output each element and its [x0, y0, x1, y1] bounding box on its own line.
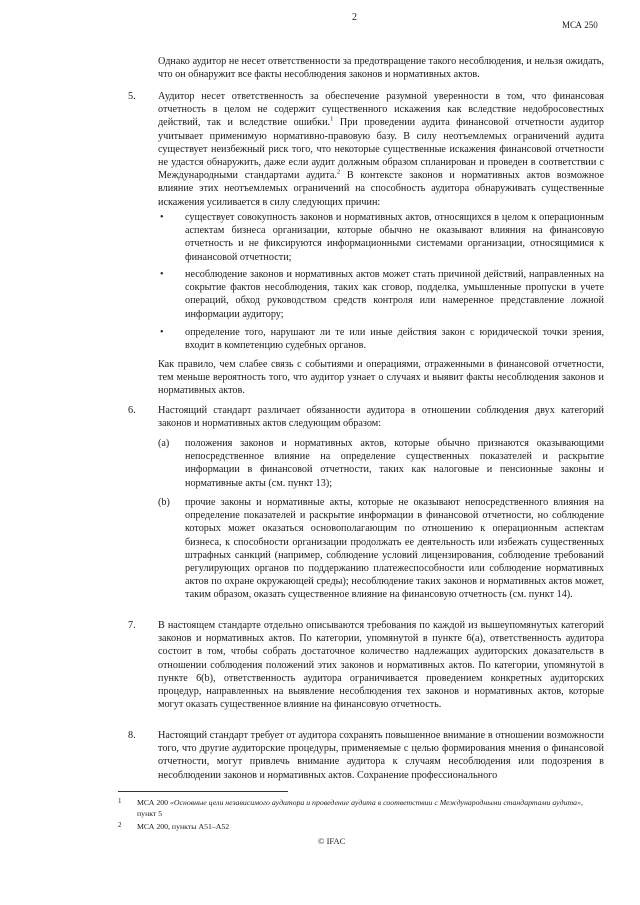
- paragraph-5: [158, 90, 604, 209]
- paragraph-number-8: 8.: [128, 730, 136, 741]
- footnote-1-ref: МСА 200: [137, 798, 170, 807]
- footnote-1: [137, 797, 597, 819]
- footnote-1-title: «Основные цели независимого аудитора и проведение аудита в соответствии с Международными стандартами аудита»: [169, 798, 581, 807]
- list-label-a: (a): [158, 438, 170, 449]
- page-number: 2: [352, 12, 357, 23]
- paragraph-7: В настоящем стандарте отдельно описываются требования по каждой из вышеупомянутых категорий законов и нормативных актов. По категории, упомянутой в пункте 6(a), ответственность аудитора состоит в том, чтобы собрать достаточное количество надлежащих аудиторских доказательств в отношении соблюдения положений этих законов и нормативных актов. По категории, упомянутой в пункте 6(b), ответственность аудитора ограничивается проведением конкретных аудиторских процедур, направленных на выявление несоблюдения тех законов и нормативных актов, которые могут оказать существенное влияние на финансовую отчетность.: [158, 620, 604, 711]
- list-label-b: (b): [158, 497, 170, 508]
- list-item-a: положения законов и нормативных актов, которые обычно признаются оказывающими непосредственное влияние на определение существенных показателей и раскрытие информации в финансовой отчетности, таких как налоговые и пенсионные законы и нормативные акты (см. пункт 13);: [185, 438, 604, 489]
- bullet-item: несоблюдение законов и нормативных актов может стать причиной действий, направленных на сокрытие фактов несоблюдения, таких как сговор, подделка, умышленные пропуски в учете операций, обход руководством средств контроля или намеренное представление ложной информации аудитору;: [185, 269, 604, 320]
- paragraph-number-5: 5.: [128, 91, 136, 102]
- bullet-icon: •: [160, 327, 164, 338]
- bullet-icon: •: [160, 269, 164, 280]
- footnote-2: МСА 200, пункты A51–A52: [137, 822, 230, 831]
- paragraph-5-text-b: При проведении аудита финансовой отчетности аудитор учитывает применимую нормативно-правовую базу. В силу неотъемлемых ограничений аудита существует неизбежный риск того, что некоторые существенные искажения финансовой отчетности не удастся обнаружить, даже если аудит должным образом спланирован и проведен в соответствии с Международными стандартами аудита.: [158, 117, 604, 182]
- bullet-item: существует совокупность законов и нормативных актов, относящихся в целом к операционным аспектам бизнеса организации, которые обычно не оказывают влияния на финансовую отчетность и не фиксируются информационными системами организации, относящимися к финансовой отчетности;: [185, 212, 604, 263]
- intro-paragraph: Однако аудитор не несет ответственности за предотвращение такого несоблюдения, и нельзя ожидать, что он обнаружит все факты несоблюдения законов и нормативных актов.: [158, 56, 604, 81]
- paragraph-5-text-c: В контексте законов и нормативных актов возможное влияние этих неотъемлемых ограничений на способность аудитора обнаруживать существенные искажения усиливается в силу следующих причин:: [158, 170, 604, 208]
- footnote-ref-1: 1: [330, 116, 334, 124]
- list-item-b: прочие законы и нормативные акты, которые не оказывают непосредственного влияния на определение показателей и раскрытие информации в финансовой отчетности, но соблюдение которых может оказаться основополагающим по отношению к операционным аспектам бизнеса, к способности организации продолжать ее деятельность или избежать существенных штрафных санкций (например, соблюдение условий лицензирования, соблюдение требований регулирующих органов по поддержанию платежеспособности или соблюдение нормативных актов по охране окружающей среды); несоблюдение таких законов и нормативных актов может, таким образом, оказать существенное влияние на финансовую отчетность (см. пункт 14).: [185, 497, 604, 601]
- footnote-ref-2: 2: [336, 168, 341, 176]
- paragraph-number-7: 7.: [128, 620, 136, 631]
- paragraph-5-text-a: Аудитор несет ответственность за обеспечение разумной уверенности в том, что финансовая отчетность в целом не содержит существенного искажения как вследствие недобросовестных действий, так и вследствие ошибки.: [158, 91, 604, 129]
- copyright-footer: © IFAC: [318, 836, 346, 846]
- bullet-item: определение того, нарушают ли те или иные действия закон с юридической точки зрения, входит в компетенцию судебных органов.: [185, 327, 604, 352]
- paragraph-6: Настоящий стандарт различает обязанности аудитора в отношении соблюдения двух категорий законов и нормативных актов следующим образом:: [158, 405, 604, 430]
- bullet-icon: •: [160, 212, 164, 223]
- footnote-number-1: 1: [118, 797, 122, 805]
- paragraph-number-6: 6.: [128, 405, 136, 416]
- paragraph-8: Настоящий стандарт требует от аудитора сохранять повышенное внимание в отношении возможности того, что другие аудиторские процедуры, применяемые с целью формирования мнения о финансовой отчетности, могут привлечь внимание аудитора к случаям несоблюдения или подозрения в несоблюдении законов и нормативных актов. Сохранение профессионального: [158, 730, 604, 781]
- paragraph-5-closing: Как правило, чем слабее связь с событиями и операциями, отраженными в финансовой отчетности, тем меньше вероятность того, что аудитор узнает о случаях и выявит факты несоблюдения законов и нормативных актов.: [158, 359, 604, 397]
- footnote-divider: [118, 791, 288, 792]
- footnote-number-2: 2: [118, 821, 122, 829]
- footnote-1-tail: , пункт 5: [137, 798, 583, 818]
- standard-code: МСА 250: [562, 20, 598, 30]
